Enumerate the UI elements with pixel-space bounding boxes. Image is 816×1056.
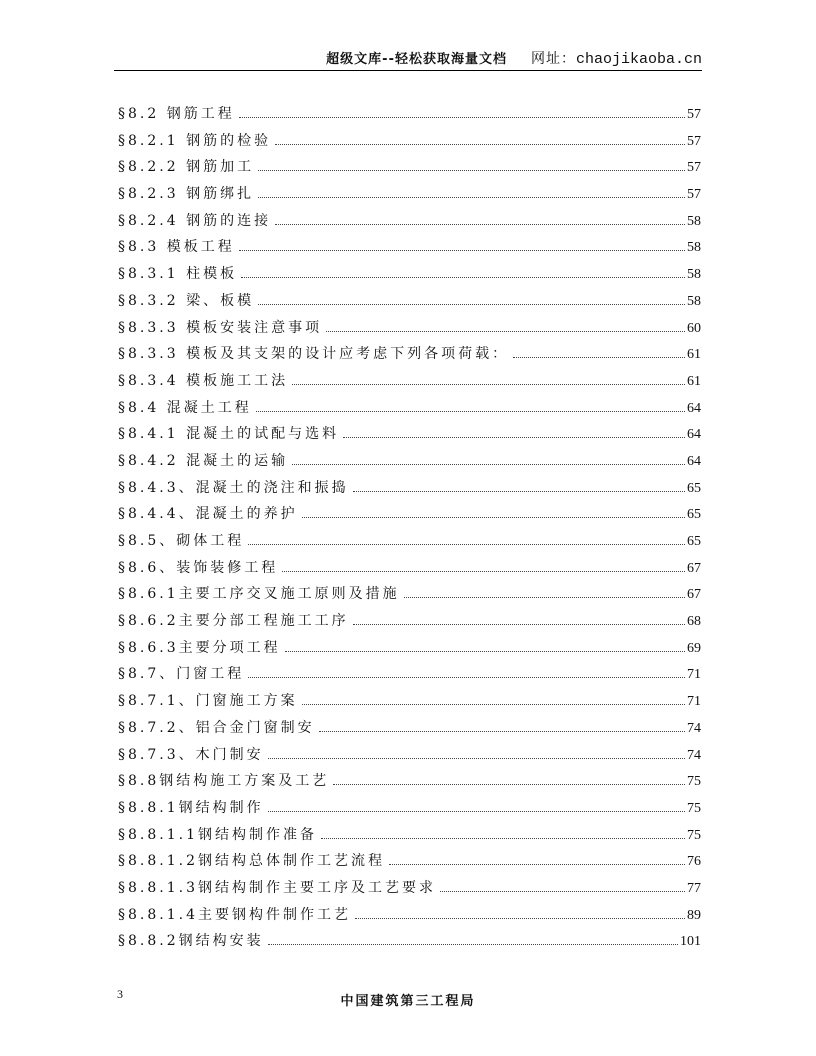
toc-leader-dots [321,838,685,839]
toc-entry-title: §8.8.1.2钢结构总体制作工艺流程 [118,853,385,870]
toc-entry-title: §8.7.3、木门制安 [118,746,264,763]
toc-entry-title: §8.2.3 钢筋绑扎 [118,186,255,203]
toc-leader-dots [353,624,685,625]
toc-entry-page: 69 [687,640,701,656]
table-of-contents [118,103,701,957]
toc-leader-dots [292,464,685,465]
toc-entry[interactable] [118,717,701,744]
toc-leader-dots [268,811,685,812]
toc-entry-title: §8.6、装饰装修工程 [118,559,279,576]
toc-entry-title: §8.8.1.1钢结构制作准备 [118,826,317,843]
toc-entry-title: §8.4 混凝土工程 [118,399,252,416]
toc-entry[interactable] [118,770,701,797]
toc-leader-dots [282,571,685,572]
toc-leader-dots [275,224,685,225]
toc-leader-dots [355,918,685,919]
toc-entry-page: 89 [687,907,701,923]
toc-leader-dots [513,357,685,358]
toc-leader-dots [268,758,685,759]
toc-entry-page: 57 [687,133,701,149]
toc-entry[interactable] [118,236,701,263]
header-url-label: 网址： [530,51,576,67]
toc-entry-page: 57 [687,160,701,176]
toc-entry-title: §8.8.1钢结构制作 [118,799,264,816]
toc-entry[interactable] [118,503,701,530]
toc-entry[interactable] [118,317,701,344]
toc-leader-dots [440,891,685,892]
toc-entry-page: 65 [687,534,701,549]
toc-entry-title: §8.6.1主要工序交叉施工原则及措施 [118,586,400,603]
toc-entry-title: §8.4.3、混凝土的浇注和振捣 [118,479,349,496]
toc-entry-title: §8.8.1.3钢结构制作主要工序及工艺要求 [118,879,436,896]
toc-leader-dots [248,544,685,545]
toc-leader-dots [353,491,685,492]
toc-entry-page: 77 [687,880,701,896]
toc-entry-title: §8.5、砌体工程 [118,533,245,549]
toc-leader-dots [319,731,685,732]
toc-entry[interactable] [118,557,701,584]
toc-entry-title: §8.7.1、门窗施工方案 [118,693,298,710]
toc-entry-page: 61 [687,373,701,389]
toc-entry-title: §8.4.2 混凝土的运输 [118,452,289,469]
toc-entry-title: §8.3.3 模板及其支架的设计应考虑下列各项荷载： [118,346,510,363]
toc-entry[interactable] [118,797,701,824]
toc-entry-title: §8.8.1.4主要钢构件制作工艺 [118,906,351,923]
toc-entry[interactable] [118,930,701,957]
toc-entry[interactable] [118,744,701,771]
toc-leader-dots [258,170,685,171]
page-header [114,48,702,68]
toc-entry[interactable] [118,343,701,370]
toc-entry-title: §8.8.2钢结构安装 [118,933,264,950]
toc-entry-page: 75 [687,827,701,843]
toc-leader-dots [343,437,685,438]
toc-entry-title: §8.3.2 梁、板模 [118,292,255,309]
toc-entry-page: 64 [687,427,701,443]
toc-entry[interactable] [118,290,701,317]
toc-entry-page: 61 [687,347,701,363]
toc-entry[interactable] [118,397,701,424]
toc-entry[interactable] [118,530,701,557]
toc-entry-title: §8.3.3 模板安装注意事项 [118,319,323,336]
toc-entry-page: 57 [687,187,701,203]
toc-entry-page: 71 [687,667,701,683]
toc-leader-dots [292,384,685,385]
toc-leader-dots [258,197,685,198]
toc-entry-page: 74 [687,720,701,736]
toc-entry-title: §8.2.4 钢筋的连接 [118,212,272,229]
toc-entry[interactable] [118,450,701,477]
toc-entry-page: 68 [687,614,701,630]
toc-entry[interactable] [118,477,701,504]
toc-entry-title: §8.2.1 钢筋的检验 [118,132,272,149]
toc-leader-dots [404,597,685,598]
toc-leader-dots [239,117,685,118]
toc-leader-dots [326,331,685,332]
toc-entry-title: §8.3.4 模板施工工法 [118,372,289,389]
toc-entry[interactable] [118,637,701,664]
toc-leader-dots [248,677,685,678]
toc-entry-title: §8.7、门窗工程 [118,666,245,683]
toc-leader-dots [241,277,685,278]
toc-entry-page: 101 [680,934,701,950]
toc-leader-dots [302,517,685,518]
toc-leader-dots [389,864,685,865]
toc-entry-title: §8.6.3主要分项工程 [118,639,281,656]
toc-entry-page: 65 [687,480,701,496]
toc-entry[interactable] [118,610,701,637]
toc-entry-page: 75 [687,800,701,816]
toc-leader-dots [239,250,685,251]
toc-entry[interactable] [118,663,701,690]
toc-leader-dots [285,651,685,652]
toc-leader-dots [256,411,685,412]
toc-entry-page: 74 [687,747,701,763]
toc-entry-page: 58 [687,240,701,256]
toc-entry[interactable] [118,156,701,183]
toc-entry-title: §8.4.4、混凝土的养护 [118,506,298,523]
page-number: 3 [117,987,123,1001]
toc-entry-title: §8.7.2、铝合金门窗制安 [118,719,315,736]
toc-entry-title: §8.3 模板工程 [118,239,235,256]
toc-entry-page: 67 [687,587,701,603]
toc-leader-dots [258,304,685,305]
toc-entry-title: §8.2 钢筋工程 [118,106,235,122]
toc-entry[interactable] [118,583,701,610]
toc-entry[interactable] [118,850,701,877]
toc-leader-dots [275,144,685,145]
toc-entry-title: §8.8钢结构施工方案及工艺 [118,773,330,790]
toc-entry-page: 65 [687,507,701,523]
toc-entry[interactable] [118,130,701,157]
toc-entry-title: §8.3.1 柱模板 [118,266,238,283]
toc-entry-title: §8.4.1 混凝土的试配与选料 [118,426,340,443]
toc-entry[interactable] [118,103,701,130]
toc-leader-dots [268,944,678,945]
toc-entry-page: 58 [687,213,701,229]
toc-entry[interactable] [118,824,701,851]
toc-entry-title: §8.6.2主要分部工程施工工序 [118,613,349,630]
toc-entry-page: 58 [687,267,701,283]
toc-entry[interactable] [118,877,701,904]
toc-entry-title: §8.2.2 钢筋加工 [118,159,255,176]
toc-entry-page: 71 [687,694,701,710]
toc-entry[interactable] [118,263,701,290]
toc-entry[interactable] [118,423,701,450]
header-site-name: 超级文库--轻松获取海量文档 [326,52,507,67]
toc-entry-page: 58 [687,293,701,309]
toc-entry[interactable] [118,210,701,237]
toc-entry-page: 60 [687,320,701,336]
toc-entry[interactable] [118,904,701,931]
toc-entry[interactable] [118,690,701,717]
toc-entry[interactable] [118,183,701,210]
toc-entry-page: 76 [687,854,701,870]
toc-entry-page: 67 [687,560,701,576]
toc-leader-dots [333,784,685,785]
header-url: chaojikaoba.cn [575,51,702,68]
toc-entry-page: 75 [687,774,701,790]
toc-entry-page: 57 [687,107,701,122]
toc-entry[interactable] [118,370,701,397]
header-rule [114,70,702,71]
toc-leader-dots [302,704,685,705]
toc-entry-page: 64 [687,453,701,469]
toc-entry-page: 64 [687,400,701,416]
footer-organization: 中国建筑第三工程局 [340,994,476,1009]
